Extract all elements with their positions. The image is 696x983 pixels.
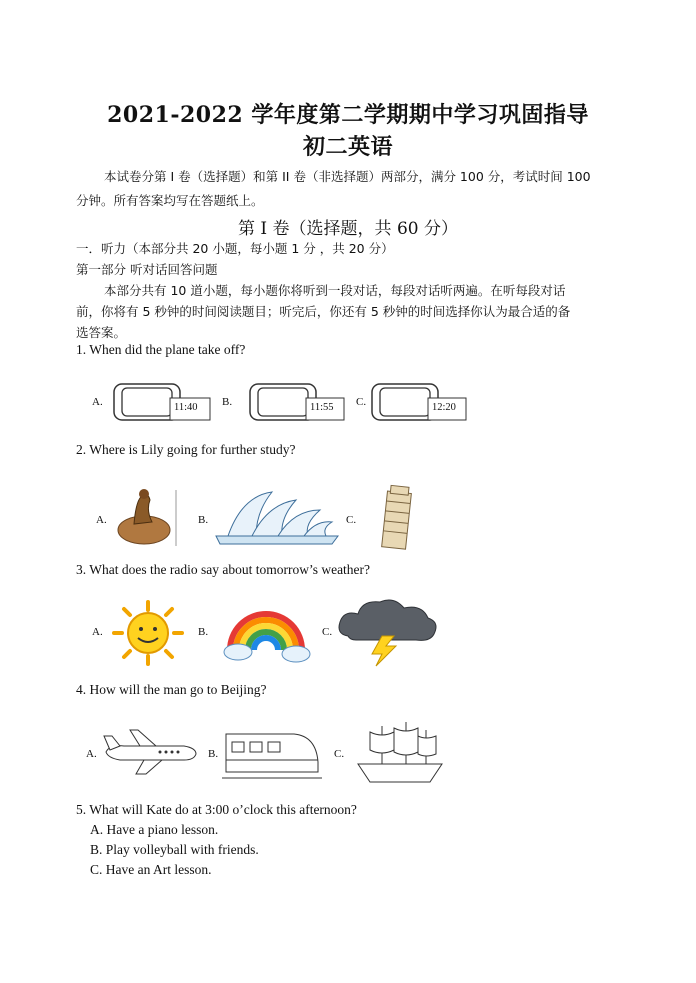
- instructions-line-2: 前，你将有 5 秒钟的时间阅读题目；听完后，你还有 5 秒钟的时间选择你认为最合适的备: [76, 304, 571, 319]
- q5-choice-b: B. Play volleyball with friends.: [90, 842, 259, 857]
- q4-option-c-label: C.: [334, 748, 345, 760]
- question-1-text: 1. When did the plane take off?: [76, 342, 246, 357]
- q3-option-b-label: B.: [198, 626, 209, 638]
- intro-line-1: 本试卷分第 I 卷（选择题）和第 II 卷（非选择题）两部分，满分 100 分，考试时间 100: [104, 169, 591, 184]
- q4-option-a-label: A.: [86, 748, 97, 760]
- little-mermaid-statue-icon: [112, 486, 182, 550]
- q1-option-a-label: A.: [92, 396, 103, 408]
- question-4-text: 4. How will the man go to Beijing?: [76, 682, 267, 697]
- q1-option-a-time: 11:40: [174, 402, 198, 413]
- instructions-line-3: 选答案。: [76, 325, 127, 340]
- q5-choice-a: A. Have a piano lesson.: [90, 822, 219, 837]
- subject-title: 初二英语: [302, 134, 393, 160]
- q5-choice-c: C. Have an Art lesson.: [90, 862, 212, 877]
- question-2-text: 2. Where is Lily going for further study?: [76, 442, 296, 457]
- q1-option-c-label: C.: [356, 396, 367, 408]
- section-heading: 第 I 卷（选择题，共 60 分）: [238, 219, 458, 239]
- rainbow-icon: [222, 600, 310, 662]
- ship-icon: [352, 720, 448, 790]
- exam-title: 2021-2022 学年度第二学期期中学习巩固指导: [107, 102, 589, 128]
- q2-option-b-label: B.: [198, 514, 209, 526]
- q1-option-b-time: 11:55: [310, 402, 334, 413]
- listening-part-title: 一．听力（本部分共 20 小题，每小题 1 分 ，共 20 分）: [76, 241, 394, 256]
- listening-sub-title: 第一部分 听对话回答问题: [76, 262, 218, 277]
- q2-option-c-label: C.: [346, 514, 357, 526]
- leaning-tower-of-pisa-icon: [372, 484, 416, 550]
- q2-option-a-label: A.: [96, 514, 107, 526]
- thunderstorm-icon: [336, 596, 440, 668]
- instructions-line-1: 本部分共有 10 道小题，每小题你将听到一段对话，每段对话听两遍。在听每段对话: [104, 283, 566, 298]
- intro-line-2: 分钟。所有答案均写在答题纸上。: [76, 193, 264, 208]
- question-3-text: 3. What does the radio say about tomorrow’s weather?: [76, 562, 371, 577]
- q4-option-b-label: B.: [208, 748, 219, 760]
- sun-icon: [108, 598, 188, 668]
- train-icon: [222, 722, 322, 786]
- q3-option-a-label: A.: [92, 626, 103, 638]
- q1-option-c-time: 12:20: [432, 402, 456, 413]
- question-5-text: 5. What will Kate do at 3:00 o’clock this afternoon?: [76, 802, 357, 817]
- airplane-icon: [100, 728, 200, 778]
- q1-option-b-label: B.: [222, 396, 233, 408]
- q3-option-c-label: C.: [322, 626, 333, 638]
- sydney-opera-house-icon: [212, 488, 342, 546]
